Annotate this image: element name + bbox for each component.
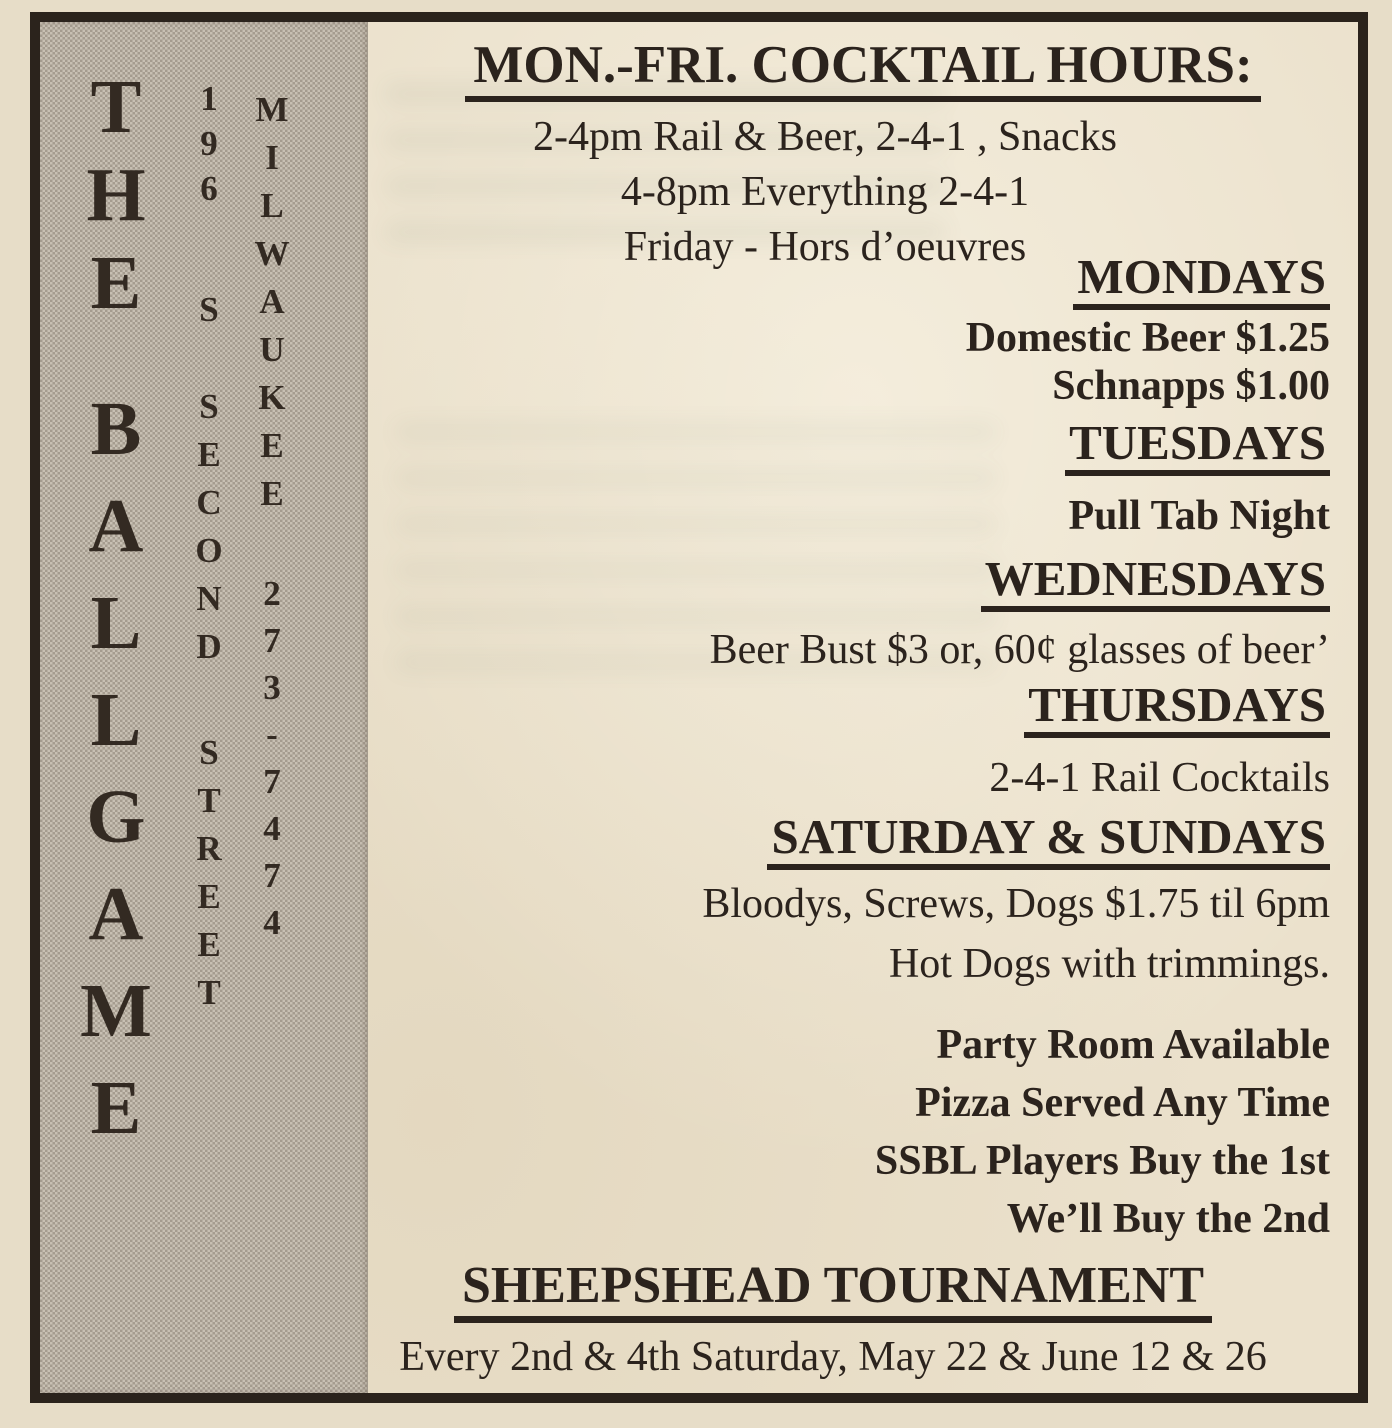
letter-group <box>196 732 221 1020</box>
amenity-line: We’ll Buy the 2nd <box>1006 1196 1330 1242</box>
vertical-letter: 7 <box>263 762 281 801</box>
vertical-letter: 9 <box>200 124 218 163</box>
cocktail-hours-line: Friday - Hors d’oeuvres <box>623 224 1027 270</box>
special-item: Pull Tab Night <box>1068 493 1330 539</box>
vertical-letter: M <box>255 90 289 129</box>
vertical-letter: E <box>197 435 221 474</box>
vertical-letter: 2 <box>263 574 281 613</box>
day-heading-tuesdays: TUESDAYS <box>1065 416 1330 476</box>
tournament-section <box>338 1258 1328 1381</box>
vertical-letter: O <box>195 531 223 570</box>
vertical-letter: S <box>199 290 219 329</box>
vertical-letter: 7 <box>263 621 281 660</box>
vertical-letter: E <box>197 877 221 916</box>
vertical-letter: L <box>90 678 142 762</box>
vertical-letter: E <box>90 1066 142 1150</box>
vertical-letter: 6 <box>200 169 218 208</box>
cocktail-hours-line: 4-8pm Everything 2-4-1 <box>620 169 1030 215</box>
vertical-letter: A <box>88 484 144 568</box>
vertical-letter: W <box>254 234 290 273</box>
vertical-letter: E <box>260 426 284 465</box>
vertical-letter: C <box>196 483 222 522</box>
special-item: Hot Dogs with trimmings. <box>888 941 1330 987</box>
vertical-letter: L <box>90 581 142 665</box>
vertical-letter: A <box>259 282 285 321</box>
day-heading-wednesdays: WEDNESDAYS <box>981 552 1330 612</box>
special-item: Domestic Beer $1.25 <box>965 315 1330 361</box>
tournament-title: SHEEPSHEAD TOURNAMENT <box>454 1258 1212 1323</box>
letter-group <box>199 289 218 334</box>
tournament-schedule: Every 2nd & 4th Saturday, May 22 & June 12 & 26 <box>399 1334 1267 1380</box>
vertical-letter: N <box>196 579 222 618</box>
special-item: Beer Bust $3 or, 60¢ glasses of beer’ <box>709 627 1330 673</box>
special-item: Bloodys, Screws, Dogs $1.75 til 6pm <box>702 881 1330 927</box>
daily-specials-section <box>702 250 1330 988</box>
special-item: Schnapps $1.00 <box>1052 363 1330 409</box>
bar-advertisement <box>30 12 1368 1403</box>
day-heading-mondays: MONDAYS <box>1073 250 1330 310</box>
vertical-letter: H <box>86 153 146 237</box>
vertical-letter: E <box>260 474 284 513</box>
vertical-letter: E <box>197 925 221 964</box>
vertical-letter: 4 <box>263 809 281 848</box>
vertical-letter: M <box>80 969 152 1053</box>
amenity-line: Pizza Served Any Time <box>915 1080 1330 1126</box>
sidebar-halftone-panel <box>40 22 368 1393</box>
letter-group <box>195 386 222 674</box>
amenity-line: SSBL Players Buy the 1st <box>874 1138 1330 1184</box>
vertical-letter: E <box>90 241 142 325</box>
vertical-letter: A <box>88 872 144 956</box>
day-heading-saturday-sundays: SATURDAY & SUNDAYS <box>767 810 1330 870</box>
vertical-letter: T <box>90 65 142 149</box>
vertical-letter: K <box>258 378 286 417</box>
vertical-letter: 7 <box>263 856 281 895</box>
vertical-letter: 3 <box>263 668 281 707</box>
vertical-letter: 1 <box>200 79 218 118</box>
street-address-vertical <box>180 78 238 1020</box>
vertical-letter: S <box>199 733 219 772</box>
vertical-letter: U <box>259 330 285 369</box>
vertical-letter: G <box>86 775 146 859</box>
venue-name-vertical <box>64 66 168 1160</box>
amenities-section <box>875 1016 1330 1248</box>
vertical-letter: S <box>199 387 219 426</box>
letter-group <box>255 88 290 520</box>
vertical-letter: T <box>197 781 221 820</box>
cocktail-hours-line: 2-4pm Rail & Beer, 2-4-1 , Snacks <box>533 114 1117 160</box>
city-phone-vertical <box>242 88 302 948</box>
vertical-letter: D <box>196 627 222 666</box>
vertical-letter: L <box>260 186 284 225</box>
letter-group <box>263 572 281 948</box>
letter-group <box>86 66 145 330</box>
amenity-line: Party Room Available <box>936 1022 1330 1068</box>
vertical-letter: B <box>90 387 142 471</box>
vertical-letter: I <box>265 138 279 177</box>
vertical-letter: R <box>196 829 222 868</box>
cocktail-hours-section <box>368 36 1358 275</box>
letter-group <box>200 78 218 213</box>
special-item: 2-4-1 Rail Cocktails <box>989 755 1330 801</box>
main-content <box>368 22 1358 1393</box>
cocktail-hours-title: MON.-FRI. COCKTAIL HOURS: <box>465 36 1260 102</box>
letter-group <box>80 384 152 1160</box>
day-heading-thursdays: THURSDAYS <box>1024 678 1330 738</box>
vertical-letter: 4 <box>263 903 281 942</box>
vertical-letter: - <box>266 715 278 754</box>
vertical-letter: T <box>197 973 221 1012</box>
